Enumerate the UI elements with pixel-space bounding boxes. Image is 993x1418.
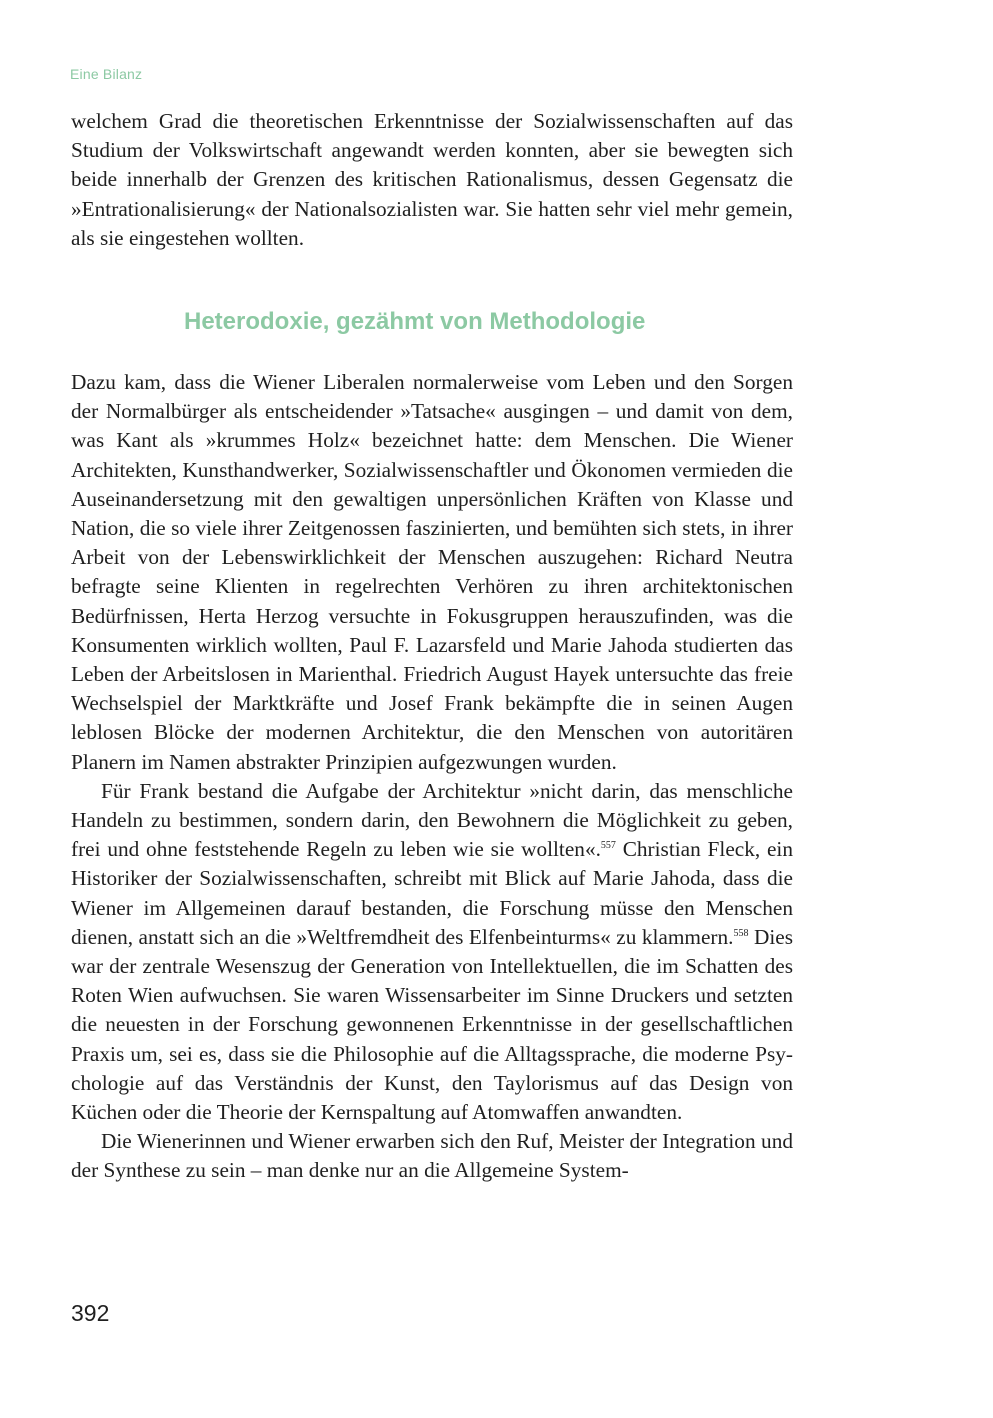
paragraph-2-part-c: Dies war der zentrale Wesenszug der Generation von Intellektuellen, die im Schatten des Roten Wien aufwuchsen. Sie waren Wissensarbeiter im Sinne Druckers und setzten die neuesten in der Forschung gewonnenen Erkenntnisse in der gesellschaftlichen Praxis um, sei es, dass sie die Philosophie auf die Alltagssprache, die moderne Psychologie auf das Verständnis der Kunst, den Taylorismus auf das Design von Küchen oder die Theorie der Kernspaltung auf Atomwaffen anwandten. bbox=[71, 924, 793, 1125]
body-paragraph-3: Die Wienerinnen und Wiener erwarben sich den Ruf, Meister der Integration und der Synthese zu sein – man denke nur an die Allgemeine System- bbox=[71, 1129, 793, 1183]
body-paragraph-2 bbox=[71, 777, 793, 1127]
paragraph-2-part-b: Christian Fleck, ein Historiker der Sozialwissenschaften, schreibt mit Blick auf Marie Jahoda, dass die Wiener im Allgemeinen darauf bestanden, die Forschung müsse den Menschen dienen, anstatt sich an die »Weltfremdheit des Elfenbeinturms« zu klammern. bbox=[71, 837, 793, 949]
section-heading: Heterodoxie, gezähmt von Methodologie bbox=[184, 308, 646, 335]
running-head: Eine Bilanz bbox=[70, 66, 143, 82]
main-text-block bbox=[71, 368, 793, 1186]
body-paragraph-1: Dazu kam, dass die Wiener Liberalen normalerweise vom Leben und den Sorgen der Normalbürger als entscheidender »Tatsache« ausgingen – und damit von dem, was Kant als »krummes Holz« bezeichnet hatte: dem Menschen. Die Wiener Architekten, Kunsthandwerker, Sozialwissenschaftler und Ökonomen vermieden die Auseinandersetzung mit den gewaltigen unpersönlichen Kräften von Klasse und Nation, die so viele ihrer Zeitgenossen faszinierten, und bemühten sich stets, in ihrer Arbeit von der Lebenswirklichkeit der Menschen auszugehen: Richard Neutra befragte seine Klienten in regelrechten Verhören zu ihren architektonischen Bedürfnissen, Herta Herzog versuchte in Fokusgruppen herauszufinden, was die Konsumenten wirklich wollten, Paul F. Lazarsfeld und Marie Jahoda studierten das Leben der Arbeitslosen in Marienthal. Friedrich August Hayek untersuchte das freie Wechselspiel der Marktkräfte und Josef Frank bekämpfte die in seinen Augen leblosen Blöcke der modernen Architektur, die den Menschen von autoritären Planern im Namen abstrakter Prinzipien aufgezwungen wurden. bbox=[71, 370, 793, 774]
paragraph-2-part-a: Für Frank bestand die Aufgabe der Architektur »nicht darin, das menschliche Handeln zu bestimmen, sondern darin, den Bewohnern die Möglichkeit zu geben, frei und ohne feststehende Regeln zu leben wie sie wollten«. bbox=[71, 778, 793, 862]
page-number: 392 bbox=[71, 1300, 110, 1326]
intro-text-block bbox=[71, 107, 793, 253]
footnote-marker-558[interactable]: 558 bbox=[733, 927, 749, 939]
intro-paragraph: welchem Grad die theoretischen Erkenntnisse der Sozialwissenschaften auf das Studium der Volkswirtschaft angewandt werden konnten, aber sie bewegten sich beide innerhalb der Grenzen des kritischen Rationalismus, dessen Gegensatz die »Entrationalisierung« der Nationalsozialisten war. Sie hatten sehr viel mehr gemein, als sie eingestehen wollten. bbox=[71, 109, 793, 250]
footnote-marker-557[interactable]: 557 bbox=[600, 840, 616, 852]
